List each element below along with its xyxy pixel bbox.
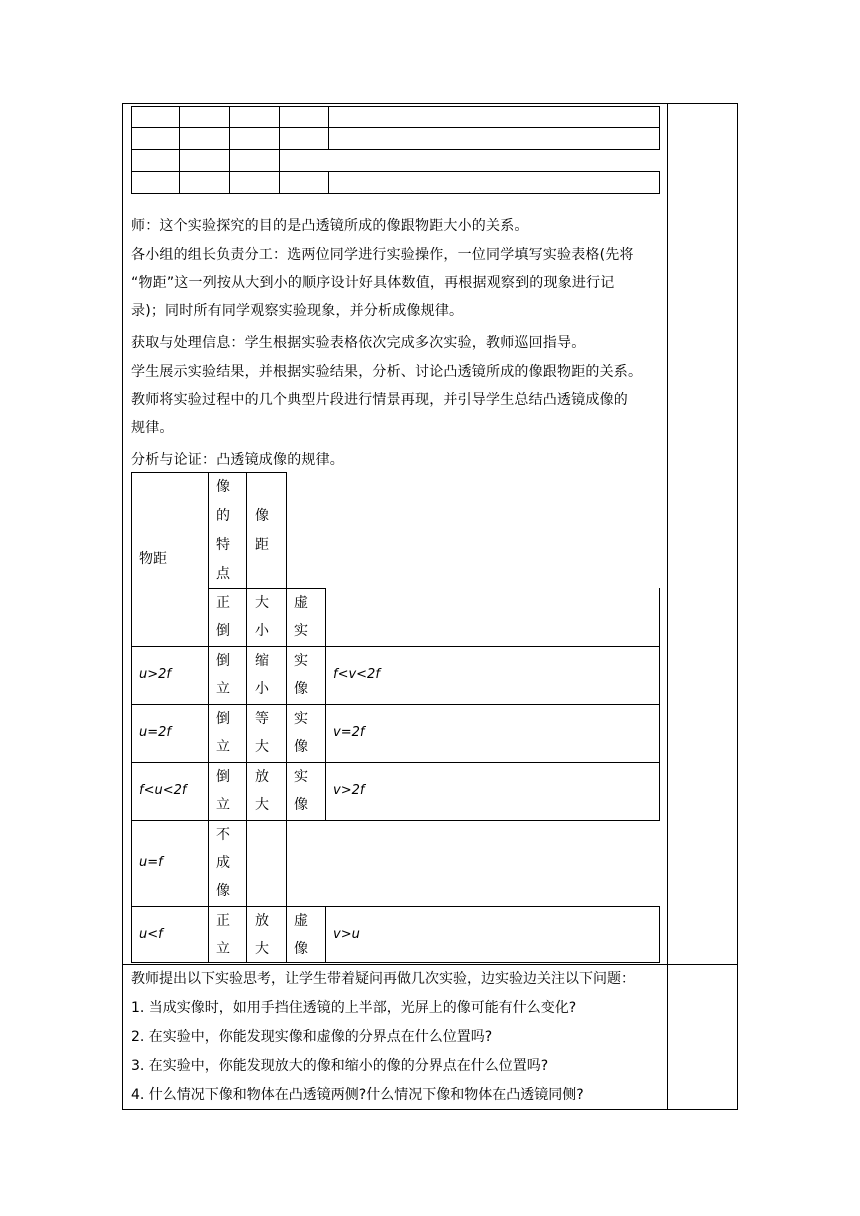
row-type: 像 (294, 681, 308, 697)
row-type: 实 (294, 769, 308, 785)
row-type: 像 (294, 797, 308, 813)
row-orientation: 像 (216, 883, 230, 899)
row-type: 像 (294, 941, 308, 957)
row-object-distance: u<f (139, 927, 163, 942)
row-object-distance: u=f (139, 855, 163, 870)
row-size: 大 (255, 739, 269, 755)
row-size: 缩 (255, 653, 269, 669)
subheader-type: 实 (294, 623, 308, 639)
row-orientation: 立 (216, 681, 230, 697)
header-traits-char: 特 (216, 537, 230, 553)
row-type: 实 (294, 711, 308, 727)
paragraph-analysis: 分析与论证：凸透镜成像的规律。 (131, 452, 344, 468)
row-image-distance: v>2f (333, 783, 365, 798)
row-size: 大 (255, 797, 269, 813)
subheader-orientation: 倒 (216, 623, 230, 639)
row-object-distance: u>2f (139, 667, 171, 682)
header-image-distance-char: 距 (255, 537, 269, 553)
row-type: 像 (294, 739, 308, 755)
paragraph-purpose: 师：这个实验探究的目的是凸透镜所成的像跟物距大小的关系。 (131, 218, 529, 234)
row-orientation: 倒 (216, 769, 230, 785)
question-3: 3. 在实验中，你能发现放大的像和缩小的像的分界点在什么位置吗? (131, 1058, 549, 1074)
row-image-distance: v=2f (333, 725, 365, 740)
header-traits-char: 像 (216, 479, 230, 495)
paragraph-reenact-1: 教师将实验过程中的几个典型片段进行情景再现，并引导学生总结凸透镜成像的 (131, 392, 628, 408)
row-size: 大 (255, 941, 269, 957)
row-type: 实 (294, 653, 308, 669)
row-object-distance: u=2f (139, 725, 171, 740)
row-orientation: 正 (216, 913, 230, 929)
row-size: 等 (255, 711, 269, 727)
paragraph-grouping-2: “物距”这一列按从大到小的顺序设计好具体数值，再根据观察到的现象进行记 (131, 275, 615, 291)
subheader-size: 小 (255, 623, 269, 639)
row-size: 小 (255, 681, 269, 697)
row-orientation: 倒 (216, 711, 230, 727)
row-orientation: 倒 (216, 653, 230, 669)
question-1: 1. 当成实像时，如用手挡住透镜的上半部，光屏上的像可能有什么变化? (131, 1000, 577, 1016)
row-orientation: 立 (216, 739, 230, 755)
paragraph-results: 学生展示实验结果，并根据实验结果，分析、讨论凸透镜所成的像跟物距的关系。 (131, 364, 643, 380)
subheader-orientation: 正 (216, 595, 230, 611)
header-object-distance: 物距 (139, 551, 167, 567)
row-orientation: 立 (216, 797, 230, 813)
row-object-distance: f<u<2f (139, 783, 187, 798)
subheader-size: 大 (255, 595, 269, 611)
row-orientation: 不 (216, 827, 230, 843)
row-size: 放 (255, 913, 269, 929)
row-image-distance: v>u (333, 927, 360, 942)
paragraph-info: 获取与处理信息：学生根据实验表格依次完成多次实验，教师巡回指导。 (131, 335, 586, 351)
paragraph-grouping-1: 各小组的组长负责分工：选两位同学进行实验操作，一位同学填写实验表格(先将 (131, 247, 634, 263)
paragraph-grouping-3: 录)；同时所有同学观察实验现象，并分析成像规律。 (131, 303, 464, 319)
header-image-distance-char: 像 (255, 508, 269, 524)
question-2: 2. 在实验中，你能发现实像和虚像的分界点在什么位置吗? (131, 1029, 493, 1045)
row-orientation: 成 (216, 855, 230, 871)
subheader-type: 虚 (294, 595, 308, 611)
paragraph-reenact-2: 规律。 (131, 420, 174, 436)
row-orientation: 立 (216, 941, 230, 957)
row-type: 虚 (294, 913, 308, 929)
row-size: 放 (255, 769, 269, 785)
question-4: 4. 什么情况下像和物体在凸透镜两侧?什么情况下像和物体在凸透镜同侧? (131, 1087, 584, 1103)
questions-intro: 教师提出以下实验思考，让学生带着疑问再做几次实验，边实验边关注以下问题： (131, 971, 635, 987)
header-traits-char: 点 (216, 566, 230, 582)
header-traits-char: 的 (216, 508, 230, 524)
row-image-distance: f<v<2f (333, 667, 380, 682)
